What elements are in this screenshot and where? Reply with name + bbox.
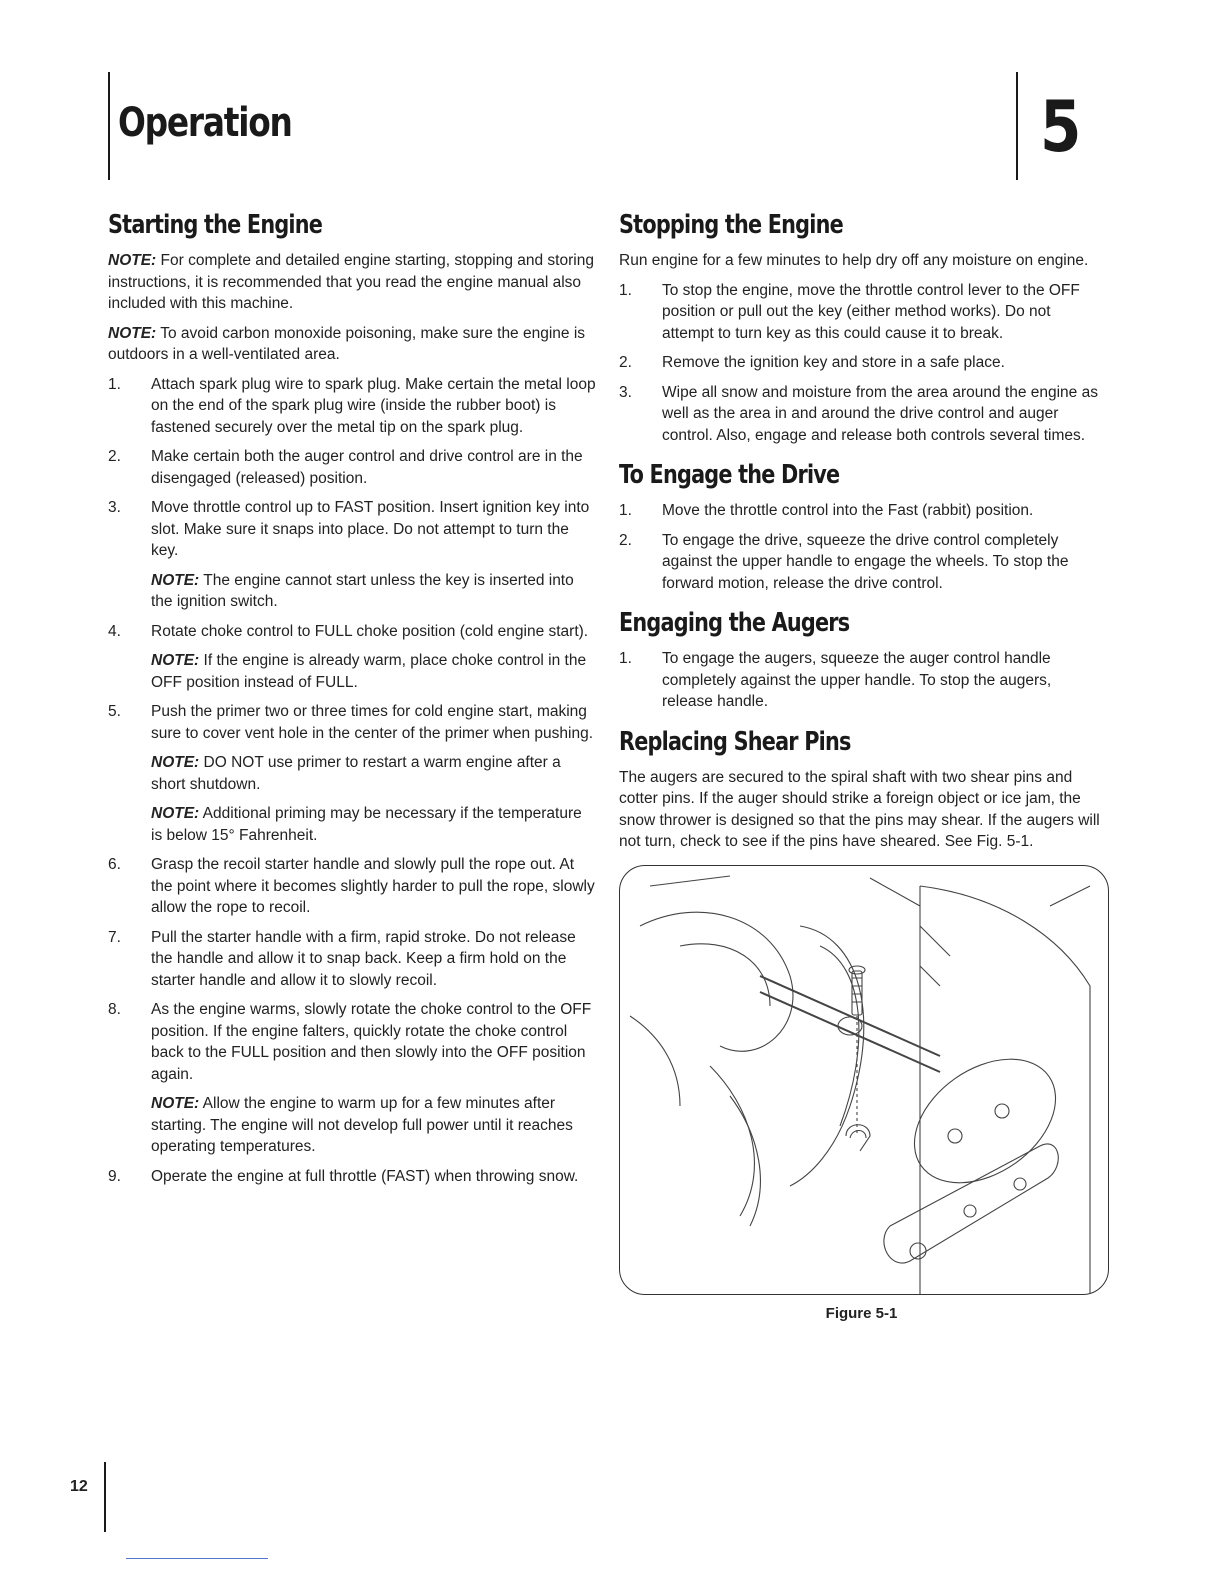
step-number: 1. — [619, 502, 632, 519]
step-note — [151, 650, 596, 693]
chapter-title: Operation — [118, 100, 292, 146]
footer-link-underline — [126, 1558, 268, 1559]
step-text: Pull the starter handle with a firm, rapid stroke. Do not release the handle and allow it to snap back. Keep a firm hold on the starter handle and allow it to slowly recoil. — [151, 928, 576, 989]
engaging-augers-section — [619, 608, 1104, 713]
step-text: Move the throttle control into the Fast (rabbit) position. — [662, 502, 1034, 519]
step-number: 3. — [108, 499, 121, 516]
note-label: NOTE: — [151, 652, 200, 669]
step-note — [151, 1093, 596, 1158]
step-text: Operate the engine at full throttle (FAST) when throwing snow. — [151, 1167, 579, 1185]
section-heading-shear-pins: Replacing Shear Pins — [619, 726, 851, 757]
step-number: 7. — [108, 928, 121, 946]
list-item — [619, 648, 1104, 713]
step-text: Attach spark plug wire to spark plug. Make certain the metal loop on the end of the spark plug wire (inside the rubber boot) is fastened securely over the metal tip on the spark plug. — [151, 375, 596, 436]
step-note — [151, 803, 596, 846]
list-item — [108, 446, 596, 489]
section-heading-engaging-augers: Engaging the Augers — [619, 608, 850, 638]
note-label: NOTE: — [108, 252, 157, 269]
step-text: To stop the engine, move the throttle control lever to the OFF position or pull out the key (either method works). Do not attempt to turn key as this could cause it to break. — [662, 281, 1080, 342]
step-number: 2. — [619, 531, 632, 549]
figure-caption: Figure 5-1 — [825, 1304, 898, 1322]
step-note — [151, 570, 596, 613]
auger-shear-pin-illustration — [620, 866, 1108, 1294]
starting-engine-section — [108, 210, 596, 1187]
step-number: 2. — [108, 448, 121, 465]
note-paragraph — [108, 323, 596, 366]
section-heading-starting: Starting the Engine — [108, 210, 323, 240]
list-item — [108, 701, 596, 846]
header-rule-left — [108, 72, 110, 180]
footer-rule — [104, 1462, 106, 1532]
step-number: 1. — [619, 650, 632, 667]
step-text: Make certain both the auger control and drive control are in the disengaged (released) position. — [151, 448, 583, 487]
list-item — [108, 374, 596, 439]
note-text: For complete and detailed engine starting, stopping and storing instructions, it is recommended that you read the engine manual also included with this machine. — [108, 252, 594, 312]
step-number: 3. — [619, 383, 632, 401]
stopping-engine-section — [619, 210, 1104, 446]
note-label: NOTE: — [151, 805, 200, 822]
step-number: 8. — [108, 1001, 121, 1018]
intro-paragraph: Run engine for a few minutes to help dry off any moisture on engine. — [619, 252, 1089, 269]
shear-pins-paragraph: The augers are secured to the spiral shaft with two shear pins and cotter pins. If the auger should strike a foreign object or ice jam, the snow thrower is designed so that the pins may shear. If the augers will not turn, check to see if the pins have sheared. See Fig. 5-1. — [619, 768, 1100, 850]
step-number: 1. — [619, 281, 632, 299]
step-text: To engage the augers, squeeze the auger control handle completely against the upper handle. To stop the augers, release handle. — [662, 650, 1052, 710]
section-heading-engage-drive: To Engage the Drive — [619, 460, 840, 490]
list-item — [108, 999, 596, 1158]
list-item — [619, 530, 1104, 595]
list-item — [619, 382, 1104, 447]
step-number: 9. — [108, 1167, 121, 1185]
list-item — [108, 497, 596, 613]
step-text: As the engine warms, slowly rotate the choke control to the OFF position. If the engine falters, quickly rotate the choke control back to the FULL position and then slowly into the OFF position again. — [151, 1001, 592, 1083]
chapter-number: 5 — [1040, 86, 1082, 168]
page-number: 12 — [70, 1478, 88, 1495]
list-item — [619, 280, 1104, 345]
right-column — [619, 210, 1104, 1322]
note-text: To avoid carbon monoxide poisoning, make sure the engine is outdoors in a well-ventilated area. — [108, 324, 586, 363]
list-item — [619, 500, 1104, 522]
note-label: NOTE: — [108, 324, 157, 342]
note-text: The engine cannot start unless the key is inserted into the ignition switch. — [151, 571, 574, 610]
note-label: NOTE: — [151, 571, 200, 589]
list-item — [108, 854, 596, 919]
note-text: Additional priming may be necessary if the temperature is below 15° Fahrenheit. — [151, 805, 582, 844]
note-label: NOTE: — [151, 1095, 200, 1112]
step-text: Rotate choke control to FULL choke position (cold engine start). — [151, 622, 589, 640]
list-item — [108, 927, 596, 992]
step-text: Move throttle control up to FAST position. Insert ignition key into slot. Make sure it snaps into place. Do not attempt to turn the key. — [151, 499, 590, 559]
step-number: 6. — [108, 856, 121, 873]
step-text: Push the primer two or three times for cold engine start, making sure to cover vent hole in the center of the primer when pushing. — [151, 703, 593, 742]
step-number: 4. — [108, 622, 121, 640]
note-text: Allow the engine to warm up for a few minutes after starting. The engine will not develop full power until it reaches operating temperatures. — [151, 1095, 573, 1155]
step-text: Remove the ignition key and store in a safe place. — [662, 354, 1005, 371]
step-number: 1. — [108, 375, 121, 393]
step-text: Wipe all snow and moisture from the area around the engine as well as the area in and around the drive control and auger control. Also, engage and release both controls several times. — [662, 383, 1098, 444]
shear-pins-section — [619, 727, 1104, 1322]
step-number: 5. — [108, 703, 121, 720]
note-text: DO NOT use primer to restart a warm engine after a short shutdown. — [151, 754, 561, 793]
engaging-augers-steps-list — [619, 648, 1104, 713]
left-column — [108, 210, 596, 1195]
list-item — [619, 352, 1104, 374]
step-text: To engage the drive, squeeze the drive control completely against the upper handle to engage the wheels. To stop the forward motion, release the drive control. — [662, 531, 1069, 592]
note-label: NOTE: — [151, 754, 200, 771]
list-item — [108, 621, 596, 694]
header-rule-right — [1016, 72, 1018, 180]
starting-steps-list — [108, 374, 596, 1188]
section-heading-stopping: Stopping the Engine — [619, 210, 843, 240]
note-text: If the engine is already warm, place choke control in the OFF position instead of FULL. — [151, 652, 587, 691]
figure-frame — [619, 865, 1109, 1295]
step-number: 2. — [619, 354, 632, 371]
list-item — [108, 1166, 596, 1188]
step-note — [151, 752, 596, 795]
engage-drive-section — [619, 460, 1104, 594]
step-text: Grasp the recoil starter handle and slowly pull the rope out. At the point where it becomes slightly harder to pull the rope, slowly allow the rope to recoil. — [151, 856, 595, 916]
engage-drive-steps-list — [619, 500, 1104, 594]
stopping-steps-list — [619, 280, 1104, 447]
note-paragraph — [108, 250, 596, 315]
